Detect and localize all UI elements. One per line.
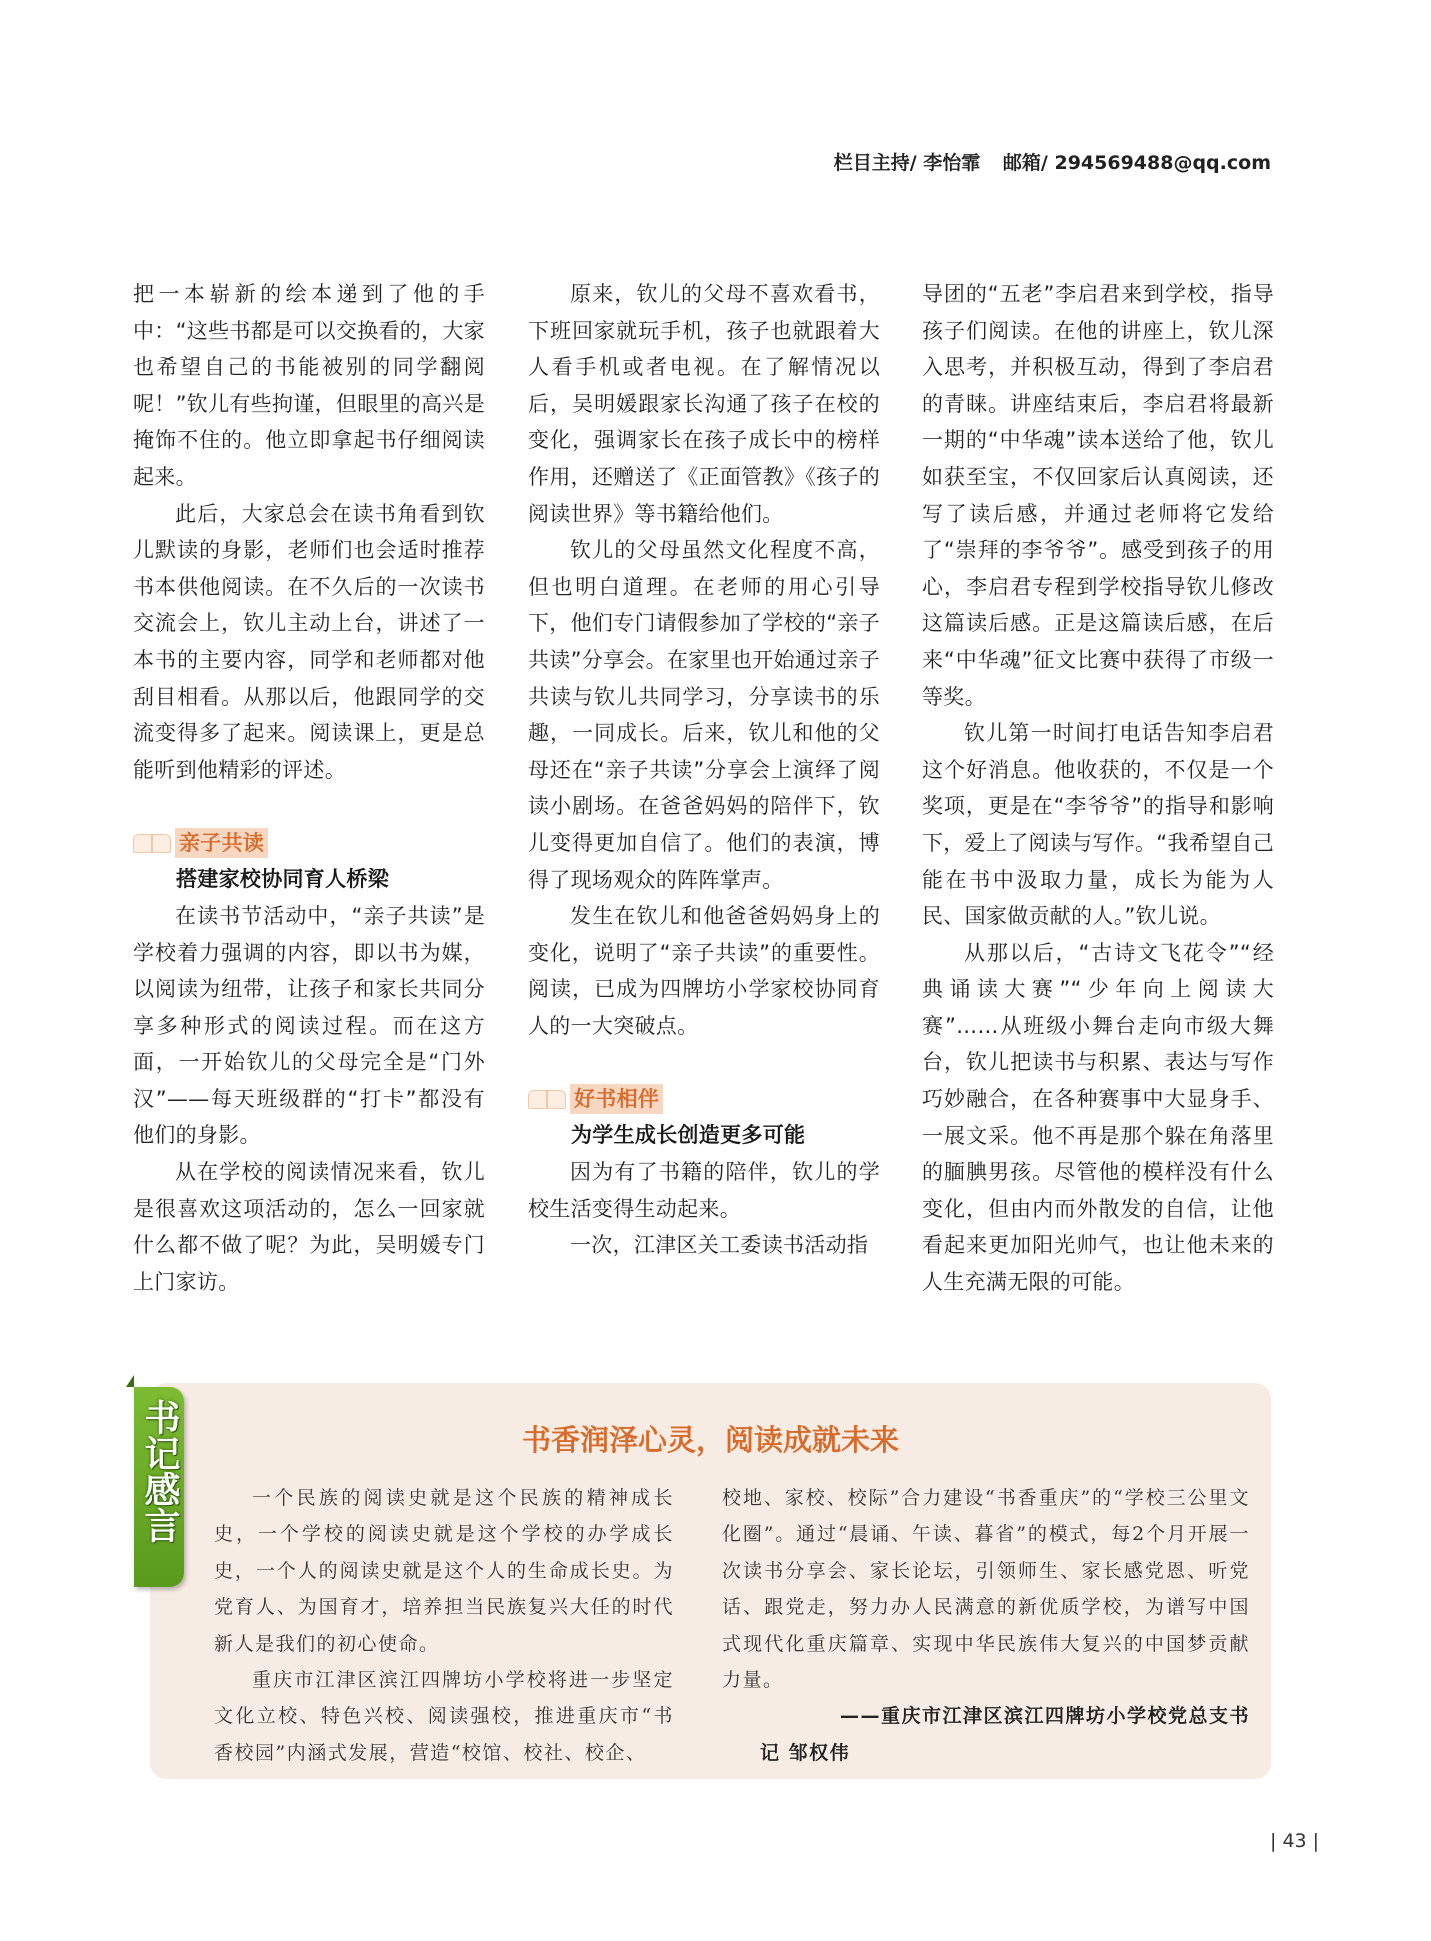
paragraph: 钦儿第一时间打电话告知李启君这个好消息。他收获的，不仅是一个奖项，更是在“李爷爷”的指导和影响下，爱上了阅读与写作。“我希望自己能在书中汲取力量，成长为能为人民、国家做贡献的人。”钦儿说。 (922, 721, 1274, 929)
paragraph: 一个民族的阅读史就是这个民族的精神成长史，一个学校的阅读史就是这个学校的办学成长史，一个人的阅读史就是这个人的生命成长史。为党育人、为国育才，培养担当民族复兴大任的时代新人是我们的初心使命。 (214, 1487, 674, 1655)
paragraph: 把一本崭新的绘本递到了他的手中：“这些书都是可以交换看的，大家也希望自己的书能被别的同学翻阅呢！”钦儿有些拘谨，但眼里的高兴是掩饰不住的。他立即拿起书仔细阅读起来。 (133, 282, 485, 489)
paragraph: 一次，江津区关工委读书活动指 (570, 1233, 869, 1258)
remarks-ribbon (134, 1387, 184, 1587)
paragraph: 因为有了书籍的陪伴，钦儿的学校生活变得生动起来。 (528, 1160, 880, 1221)
paragraph: 校地、家校、校际”合力建设“书香重庆”的“学校三公里文化圈”。通过“晨诵、午读、暮省”的模式，每2个月开展一次读书分享会、家长论坛，引领师生、家长感党恩、听党话、跟党走，努力办人民满意的新优质学校，为谱写中国式现代化重庆篇章、实现中华民族伟大复兴的中国梦贡献力量。 (722, 1487, 1250, 1692)
ribbon-label: 书记感言 (139, 1399, 180, 1543)
section-subtitle: 搭建家校协同育人桥梁 (176, 867, 389, 892)
signature: ——重庆市江津区滨江四牌坊小学校党总支书 (839, 1705, 1250, 1728)
paragraph: 从在学校的阅读情况来看，钦儿是很喜欢这项活动的，怎么一回家就什么都不做了呢？为此，吴明媛专门上门家访。 (133, 1160, 485, 1294)
section-heading (133, 824, 485, 861)
section-subtitle: 为学生成长创造更多可能 (571, 1123, 806, 1148)
column-email: 邮箱/ 294569488@qq.com (1002, 152, 1271, 174)
paragraph: 发生在钦儿和他爸爸妈妈身上的变化，说明了“亲子共读”的重要性。阅读，已成为四牌坊小学家校协同育人的一大突破点。 (528, 904, 880, 1038)
section-heading (528, 1080, 880, 1117)
article-column-1 (133, 276, 485, 1300)
article-column-2 (528, 276, 880, 1264)
paragraph: 钦儿的父母虽然文化程度不高，但也明白道理。在老师的用心引导下，他们专门请假参加了学校的“亲子共读”分享会。在家里也开始通过亲子共读与钦儿共同学习，分享读书的乐趣，一同成长。后来，钦儿和他的父母还在“亲子共读”分享会上演绎了阅读小剧场。在爸爸妈妈的陪伴下，钦儿变得更加自信了。他们的表演，博得了现场观众的阵阵掌声。 (528, 538, 880, 892)
remarks-title: 书香润泽心灵，阅读成就未来 (521, 1423, 899, 1457)
paragraph: 此后，大家总会在读书角看到钦儿默读的身影，老师们也会适时推荐书本供他阅读。在不久后的一次读书交流会上，钦儿主动上台，讲述了一本书的主要内容，同学和老师都对他刮目相看。从那以后，他跟同学的交流变得多了起来。阅读课上，更是总能听到他精彩的评述。 (133, 501, 485, 782)
column-header (834, 148, 1271, 175)
book-icon (528, 1090, 566, 1108)
remarks-column-right (722, 1480, 1250, 1771)
book-icon (133, 834, 171, 852)
paragraph: 从那以后，“古诗文飞花令”“经典诵读大赛”“少年向上阅读大赛”……从班级小舞台走向市级大舞台，钦儿把读书与积累、表达与写作巧妙融合，在各种赛事中大显身手、一展文采。他不再是那个躲在角落里的腼腆男孩。尽管他的模样没有什么变化，但由内而外散发的自信，让他看起来更加阳光帅气，也让他未来的人生充满无限的可能。 (922, 940, 1274, 1295)
paragraph: 在读书节活动中，“亲子共读”是学校着力强调的内容，即以书为媒，以阅读为纽带，让孩子和家长共同分享多种形式的阅读过程。而在这方面，一开始钦儿的父母完全是“门外汉”——每天班级群的“打卡”都没有他们的身影。 (133, 903, 485, 1148)
paragraph: 导团的“五老”李启君来到学校，指导孩子们阅读。在他的讲座上，钦儿深入思考，并积极互动，得到了李启君的青睐。讲座结束后，李启君将最新一期的“中华魂”读本送给了他，钦儿如获至宝，不仅回家后认真阅读，还写了读后感，并通过老师将它发给了“崇拜的李爷爷”。感受到孩子的用心，李启君专程到学校指导钦儿修改这篇读后感。正是这篇读后感，在后来“中华魂”征文比赛中获得了市级一等奖。 (922, 282, 1274, 709)
signature-name: 记 邹权伟 (760, 1741, 851, 1764)
article-column-3 (922, 276, 1274, 1301)
remarks-column-left (214, 1480, 674, 1771)
section-tag: 好书相伴 (570, 1084, 663, 1114)
paragraph: 原来，钦儿的父母不喜欢看书，下班回家就玩手机，孩子也就跟着大人看手机或者电视。在了解情况以后，吴明媛跟家长沟通了孩子在校的变化，强调家长在孩子成长中的榜样作用，还赠送了《正面管教》《孩子的阅读世界》等书籍给他们。 (528, 282, 880, 526)
column-host: 栏目主持/ 李怡霏 (833, 152, 981, 174)
page-number: | 43 | (1270, 1830, 1320, 1852)
paragraph: 重庆市江津区滨江四牌坊小学校将进一步坚定文化立校、特色兴校、阅读强校，推进重庆市“书香校园”内涵式发展，营造“校馆、校社、校企、 (214, 1669, 674, 1764)
section-tag: 亲子共读 (175, 828, 268, 858)
